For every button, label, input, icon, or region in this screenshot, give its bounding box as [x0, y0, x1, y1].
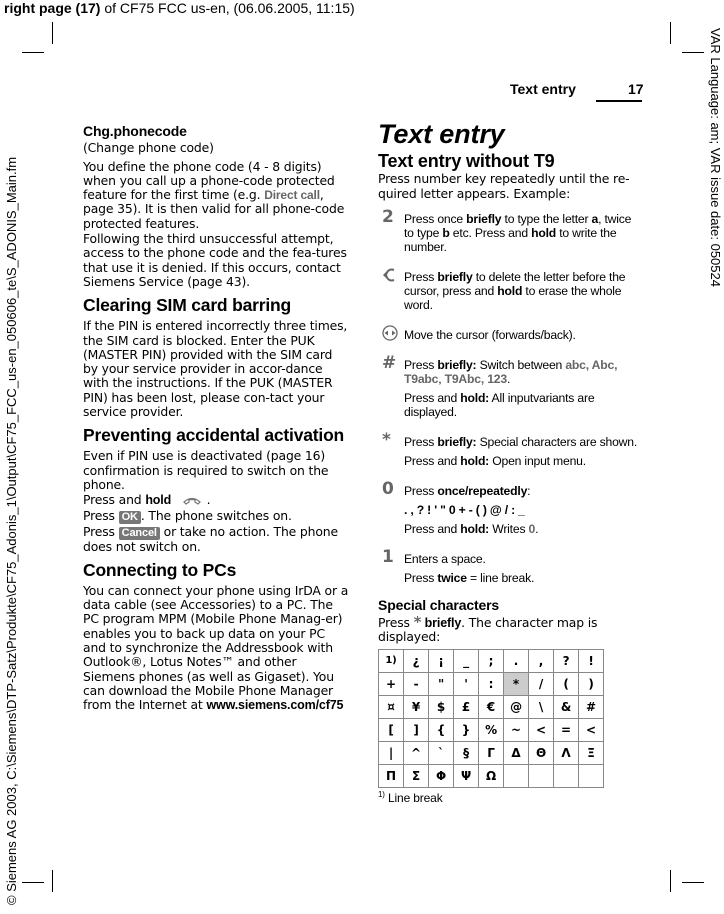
nav-key-row: Move the cursor (forwards/back). [378, 325, 640, 347]
character-cell: Σ [404, 764, 429, 787]
character-cell: = [554, 718, 579, 741]
footnote: $^{1)}$ Line break [378, 789, 443, 805]
chg-sub: (Change phone code) [83, 140, 214, 156]
direct-call-key: Direct call [264, 188, 320, 203]
sim-para: If the PIN is entered incorrectly three times, the SIM card is blocked. Enter the PUK (MASTER PIN) provided with the SIM card by your service provider in accor-dance with the instructions. If the PUK (MASTER PIN) has been lost, please con-tact your service provider. [83, 318, 348, 420]
pc-para: You can connect your phone using IrDA or a data cable (see Accessories) to a PC. The PC program MPM (Mobile Phone Manag-er) enables you to back up data on your PC and to synchronize the Addressbook with Outlook®, Lotus Notes™ and other Siemens phones (as well as Gigaset). You can download the Mobile Phone Manager from the Internet at www.siemens.com/cf75 [83, 582, 349, 713]
clear-key-icon [382, 267, 396, 283]
character-cell: € [479, 695, 504, 718]
pc-heading: Connecting to PCs [83, 559, 237, 580]
character-cell: ¤ [379, 695, 404, 718]
crop-mark [670, 22, 671, 44]
character-cell: ¡ [429, 649, 454, 672]
prevent-heading: Preventing accidental activation [83, 425, 345, 446]
crop-mark [682, 882, 704, 883]
clear-key-row: Press briefly to delete the letter before the cursor, press and hold to erase the whole word. [378, 267, 640, 317]
character-cell: ' [454, 672, 479, 695]
chg-para-2: Following the third unsuccessful attempt, access to the phone code and the fea-tures that use it is denied. If this occurs, contact Siemens Service (page 43). [83, 231, 347, 289]
character-cell: Δ [504, 741, 529, 764]
character-cell: " [429, 672, 454, 695]
character-cell: _ [454, 649, 479, 672]
character-cell: | [379, 741, 404, 764]
end-key-icon [181, 495, 203, 507]
character-cell: Ψ [454, 764, 479, 787]
intro-para: Press number key repeatedly until the re-quired letter appears. Example: [378, 171, 630, 201]
character-map-row [379, 672, 604, 695]
crop-mark [682, 52, 704, 53]
character-cell: ] [404, 718, 429, 741]
crop-mark [22, 52, 44, 53]
chg-para: You define the phone code (4 - 8 digits) when you call up a phone-code protected feature for the first time (e.g. Direct call, page 35). It is then valid for all phone-code protected features. [83, 158, 345, 231]
hash-key-symbol: # [382, 352, 397, 373]
star-key-row: * Press briefly: Special characters are shown. Press and hold: Open input menu. [378, 432, 640, 473]
character-cell: < [579, 718, 604, 741]
character-map-row [379, 764, 604, 787]
character-cell: ( [554, 672, 579, 695]
side-note-right: VAR Language: am; VAR issue date: 050524 [708, 28, 723, 287]
character-cell: # [579, 695, 604, 718]
character-cell: * [504, 672, 529, 695]
header-rule [596, 100, 642, 102]
navigation-key-icon [382, 325, 398, 341]
print-header: right page (17) of CF75 FCC us-en, (06.06.2005, 11:15) [4, 0, 355, 16]
star-key-symbol: * [382, 429, 391, 450]
character-cell: ^ [404, 741, 429, 764]
character-map [378, 649, 604, 788]
character-cell: Θ [529, 741, 554, 764]
character-cell: ) [579, 672, 604, 695]
character-cell: + [379, 672, 404, 695]
character-cell: . [504, 649, 529, 672]
character-cell: % [479, 718, 504, 741]
crop-mark [52, 870, 53, 892]
character-cell: ; [479, 649, 504, 672]
character-cell: : [479, 672, 504, 695]
page-title: Text entry [378, 119, 505, 149]
character-cell [504, 764, 529, 787]
prevent-press: Press and hold . [83, 492, 211, 508]
character-cell: < [529, 718, 554, 741]
character-cell: Λ [554, 741, 579, 764]
key-0-symbol: 0 [382, 478, 394, 499]
cancel-key: Cancel [119, 527, 160, 540]
character-map-row [379, 695, 604, 718]
character-map-row [379, 649, 604, 672]
character-cell: £ [454, 695, 479, 718]
character-map-row [379, 718, 604, 741]
character-cell: ~ [504, 718, 529, 741]
character-cell: & [554, 695, 579, 718]
hash-key-row: # Press briefly: Switch between abc, Abc, T9abc, T9Abc, 123. Press and hold: All inputvariants are displayed. [378, 355, 640, 424]
key-1-symbol: 1 [382, 546, 394, 567]
prevent-ok: Press OK . The phone switches on. [83, 507, 292, 523]
character-cell: Π [379, 764, 404, 787]
key-1-row: 1 Enters a space. Press twice = line break. [378, 549, 640, 590]
character-cell: § [454, 741, 479, 764]
special-chars-para: Press * briefly. The character map is displayed: [378, 613, 598, 645]
pc-url: www.siemens.com/cf75 [206, 698, 344, 713]
character-cell: Ξ [579, 741, 604, 764]
character-cell: 1) [379, 649, 404, 672]
character-map-row [379, 741, 604, 764]
crop-mark [52, 22, 53, 44]
character-cell: , [529, 649, 554, 672]
character-cell: ? [554, 649, 579, 672]
character-cell: } [454, 718, 479, 741]
character-cell: @ [504, 695, 529, 718]
prevent-para: Even if PIN use is deactivated (page 16) confirmation is required to switch on the phone. [83, 448, 329, 492]
prevent-cancel: Press Cancel or take no action. The phone does not switch on. [83, 523, 338, 554]
character-cell [554, 764, 579, 787]
character-cell: ! [579, 649, 604, 672]
character-cell: - [404, 672, 429, 695]
sim-heading: Clearing SIM card barring [83, 295, 291, 316]
chg-title: Chg.phonecode [83, 123, 187, 139]
crop-mark [22, 882, 44, 883]
side-note-left: © Siemens AG 2003, C:\Siemens\DTP-Satz\Produkte\CF75_Adonis_1\Output\CF75_FCC_us-en_050606_te\S_ADONIS_Main.fm [4, 156, 19, 905]
key-2-row: 2 Press once briefly to type the letter a, twice to type b etc. Press and hold to write the number. [378, 209, 640, 259]
left-column [83, 118, 349, 714]
ok-key: OK [119, 511, 141, 524]
page-number: 17 [628, 81, 644, 97]
character-cell [579, 764, 604, 787]
character-cell: / [529, 672, 554, 695]
character-cell: ¥ [404, 695, 429, 718]
character-cell: $ [429, 695, 454, 718]
special-chars-heading: Special characters [378, 596, 500, 613]
character-cell: Ω [479, 764, 504, 787]
character-cell: { [429, 718, 454, 741]
character-cell: Φ [429, 764, 454, 787]
key-0-row: 0 Press once/repeatedly: . , ? ! ' " 0 + - ( ) @ / : _ Press and hold: Writes 0. [378, 481, 640, 541]
section-heading: Text entry without T9 [378, 151, 555, 171]
character-cell: [ [379, 718, 404, 741]
character-cell: ` [429, 741, 454, 764]
crop-mark [670, 870, 671, 892]
character-cell: \ [529, 695, 554, 718]
character-cell: Γ [479, 741, 504, 764]
character-cell [529, 764, 554, 787]
running-title: Text entry [510, 81, 576, 97]
key-2-symbol: 2 [382, 206, 394, 227]
character-cell: ¿ [404, 649, 429, 672]
right-column [378, 118, 640, 805]
